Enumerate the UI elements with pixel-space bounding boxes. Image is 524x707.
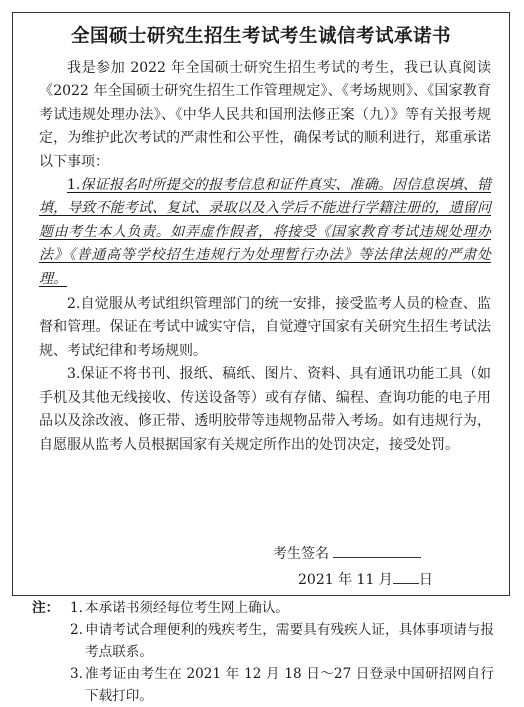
date-day-suffix: 日 [418, 572, 433, 588]
note-number: 1. [70, 600, 83, 616]
note-item-2 [70, 619, 494, 663]
note-item-3 [70, 663, 494, 707]
document-title: 全国硕士研究生招生考试考生诚信考试承诺书 [70, 26, 451, 47]
date-month: 11 月 [356, 572, 393, 588]
date-year: 2021 年 [298, 572, 353, 588]
signature-row [273, 542, 421, 565]
note-item-1 [70, 597, 494, 619]
pledge-item-number: 3. [67, 366, 81, 383]
pledge-item-text: 保证不将书刊、报纸、稿纸、图片、资料、具有通讯功能工具（如手机及其他无线接收、传送设备等）或有存储、编程、查询功能的电子用品以及涂改液、修正带、透明胶带等违规物品带入考场。如有违规行为，自愿服从监考人员根据国家有关规定所作出的处罚决定，接受处罚。 [39, 366, 491, 453]
signature-field[interactable] [333, 542, 421, 558]
note-text: 准考证由考生在 2021 年 12 月 18 日～27 日登录中国研招网自行下载打印。 [85, 666, 494, 704]
note-text: 本承诺书须经每位考生网上确认。 [85, 600, 289, 616]
pledge-item-3 [39, 363, 491, 457]
pledge-item-text: 自觉服从考试组织管理部门的统一安排，接受监考人员的检查、监督和管理。保证在考试中诚实守信，自觉遵守国家有关研究生招生考试法规、考试纪律和考场规则。 [39, 296, 491, 359]
date-row [298, 568, 433, 591]
note-number: 3. [70, 666, 83, 682]
pledge-item-text: 保证报名时所提交的报考信息和证件真实、准确。因信息误填、错填，导致不能考试、复试、录取以及入学后不能进行学籍注册的，遗留问题由考生本人负责。如弄虚作假者，将接受《国家教育考试违规处理办法》《普通高等学校招生违规行为处理暂行办法》等法律法规的严肃处理。 [39, 177, 491, 287]
pledge-form-frame [12, 12, 510, 596]
pledge-item-number: 1. [67, 177, 81, 194]
note-number: 2. [70, 622, 83, 638]
intro-paragraph: 我是参加 2022 年全国硕士研究生招生考试的考生，我已认真阅读《2022 年全国硕士研究生招生工作管理规定》、《考场规则》、《国家教育考试违规处理办法》、《中华人民共和国刑法修正案（九）》等有关报考规定，为维护此次考试的严肃性和公平性，确保考试的顺利进行，郑重承诺以下事项： [39, 60, 491, 170]
note-text: 申请考试合理便利的残疾考生，需要具有残疾人证，具体事项请与报考点联系。 [85, 622, 494, 660]
date-day-field[interactable] [393, 568, 419, 584]
pledge-item-2 [39, 293, 491, 363]
notes-label: 注： [32, 600, 60, 616]
pledge-item-number: 2. [67, 296, 81, 313]
signature-label: 考生签名 [273, 546, 329, 562]
pledge-body [39, 57, 491, 457]
pledge-item-1 [39, 174, 491, 291]
